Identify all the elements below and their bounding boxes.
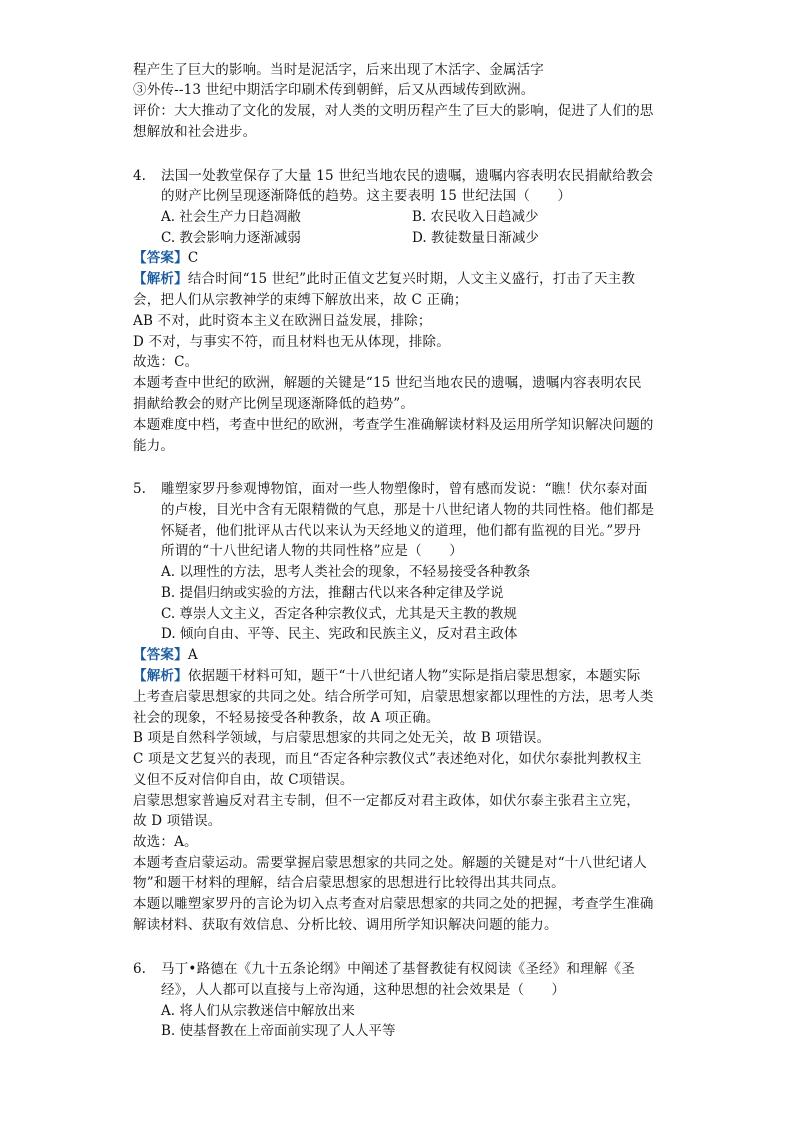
question-number: 5. <box>133 481 146 497</box>
analysis-line: 故 D 项错误。 <box>133 813 222 829</box>
analysis-line: D 不对，与事实不符，而且材料也无从体现，排除。 <box>133 334 450 350</box>
question-stem: 怀疑者，他们批评从古代以来认为天经地义的道理，他们都有监视的目光。”罗丹 <box>161 523 641 539</box>
analysis-line: 捐献给教会的财产比例呈现逐渐降低的趋势”。 <box>133 396 415 412</box>
analysis-line: 故选：C。 <box>133 354 199 370</box>
option-b: B. 使基督教在上帝面前实现了人人平等 <box>161 1023 396 1039</box>
answer-line <box>133 248 198 268</box>
question-stem: 雕塑家罗丹参观博物馆，面对一些人物塑像时，曾有感而发说：“瞧！伏尔泰对面 <box>161 481 648 497</box>
question-stem: 法国一处教堂保存了大量 15 世纪当地农民的遗嘱，遗嘱内容表明农民捐献给教会 <box>161 168 654 184</box>
analysis-tag: 【解析】 <box>133 668 188 684</box>
analysis-line: C 项是文艺复兴的表现，而且“否定各种宗教仪式”表述绝对化，如伏尔泰批判教权主 <box>133 751 642 767</box>
question-stem: 所谓的“十八世纪诸人物的共同性格”应是（ ） <box>161 543 463 559</box>
analysis-line: 义但不反对信仰自由，故 C项错误。 <box>133 772 354 788</box>
analysis-line: 本题考查启蒙运动。需要掌握启蒙思想家的共同之处。解题的关键是对“十八世纪诸人 <box>133 855 648 871</box>
answer-value: A <box>187 647 198 663</box>
option-b: B. 农民收入日趋减少 <box>412 209 539 225</box>
answer-tag: 【答案】 <box>133 647 188 663</box>
option-c: C. 尊崇人文主义，否定各种宗教仪式，尤其是天主教的教规 <box>161 606 517 622</box>
analysis-line: B 项是自然科学领域，与启蒙思想家的共同之处无关，故 B 项错误。 <box>133 730 551 746</box>
option-d: D. 教徒数量日渐减少 <box>412 230 539 246</box>
question-number: 4. <box>133 168 146 184</box>
analysis-line: 本题考查中世纪的欧洲，解题的关键是“15 世纪当地农民的遗嘱，遗嘱内容表明农民 <box>133 375 642 391</box>
analysis-text: 依据题干材料可知，题干“十八世纪诸人物”实际是指启蒙思想家，本题实际 <box>187 668 641 684</box>
option-b: B. 提倡归纳或实验的方法，推翻古代以来各种定律及学说 <box>161 585 504 601</box>
question-number: 6. <box>133 961 146 977</box>
analysis-line <box>133 269 635 289</box>
analysis-line: 本题以雕塑家罗丹的言论为切入点考查对启蒙思想家的共同之处的把握，考查学生准确 <box>133 896 654 912</box>
option-a: A. 社会生产力日趋凋敝 <box>161 209 301 225</box>
option-c: C. 教会影响力逐渐减弱 <box>161 230 301 246</box>
question-stem: 的财产比例呈现逐渐降低的趋势。这主要表明 15 世纪法国（ ） <box>161 188 572 204</box>
option-a: A. 将人们从宗教迷信中解放出来 <box>161 1003 355 1019</box>
paragraph-line: 评价：大大推动了文化的发展，对人类的文明历程产生了巨大的影响，促进了人们的思 <box>133 103 654 119</box>
analysis-line: 能力。 <box>133 438 175 454</box>
paragraph-line: 想解放和社会进步。 <box>133 124 257 140</box>
analysis-line: AB 不对，此时资本主义在欧洲日益发展，排除； <box>133 313 432 329</box>
analysis-line: 故选：A。 <box>133 834 198 850</box>
answer-tag: 【答案】 <box>133 250 188 266</box>
question-stem: 经》，人人都可以直接与上帝沟通，这种思想的社会效果是（ ） <box>161 982 566 998</box>
analysis-line: 社会的现象，不轻易接受各种教条，故 A 项正确。 <box>133 710 440 726</box>
answer-line <box>133 645 198 665</box>
analysis-tag: 【解析】 <box>133 271 188 287</box>
analysis-line: 会，把人们从宗教神学的束缚下解放出来，故 C 正确； <box>133 292 468 308</box>
option-a: A. 以理性的方法，思考人类社会的现象，不轻易接受各种教条 <box>161 564 531 580</box>
question-stem: 马丁•路德在《九十五条论纲》中阐述了基督教徒有权阅读《圣经》和理解《圣 <box>161 961 635 977</box>
analysis-line: 启蒙思想家普遍反对君主专制，但不一定都反对君主政体，如伏尔泰主张君主立宪， <box>133 793 640 809</box>
analysis-line <box>133 666 640 686</box>
analysis-line: 本题难度中档，考查中世纪的欧洲，考查学生准确解读材料及运用所学知识解决问题的 <box>133 417 654 433</box>
paragraph-line: 程产生了巨大的影响。当时是泥活字，后来出现了木活字、金属活字 <box>133 62 544 78</box>
analysis-line: 上考查启蒙思想家的共同之处。结合所学可知，启蒙思想家都以理性的方法，思考人类 <box>133 689 654 705</box>
option-d: D. 倾向自由、平等、民主、宪政和民族主义，反对君主政体 <box>161 626 518 642</box>
analysis-line: 解读材料、获取有效信息、分析比较、调用所学知识解决问题的能力。 <box>133 917 558 933</box>
answer-value: C <box>187 250 199 266</box>
paragraph-line: ③外传--13 世纪中期活字印刷术传到朝鲜，后又从西域传到欧洲。 <box>133 82 535 98</box>
analysis-text: 结合时间“15 世纪”此时正值文艺复兴时期，人文主义盛行，打击了天主教 <box>187 271 636 287</box>
analysis-line: 物”和题干材料的理解，结合启蒙思想家的思想进行比较得出其共同点。 <box>133 875 565 891</box>
question-stem: 的卢梭，目光中含有无限精微的气息，那是十八世纪诸人物的共同性格。他们都是 <box>161 502 655 518</box>
